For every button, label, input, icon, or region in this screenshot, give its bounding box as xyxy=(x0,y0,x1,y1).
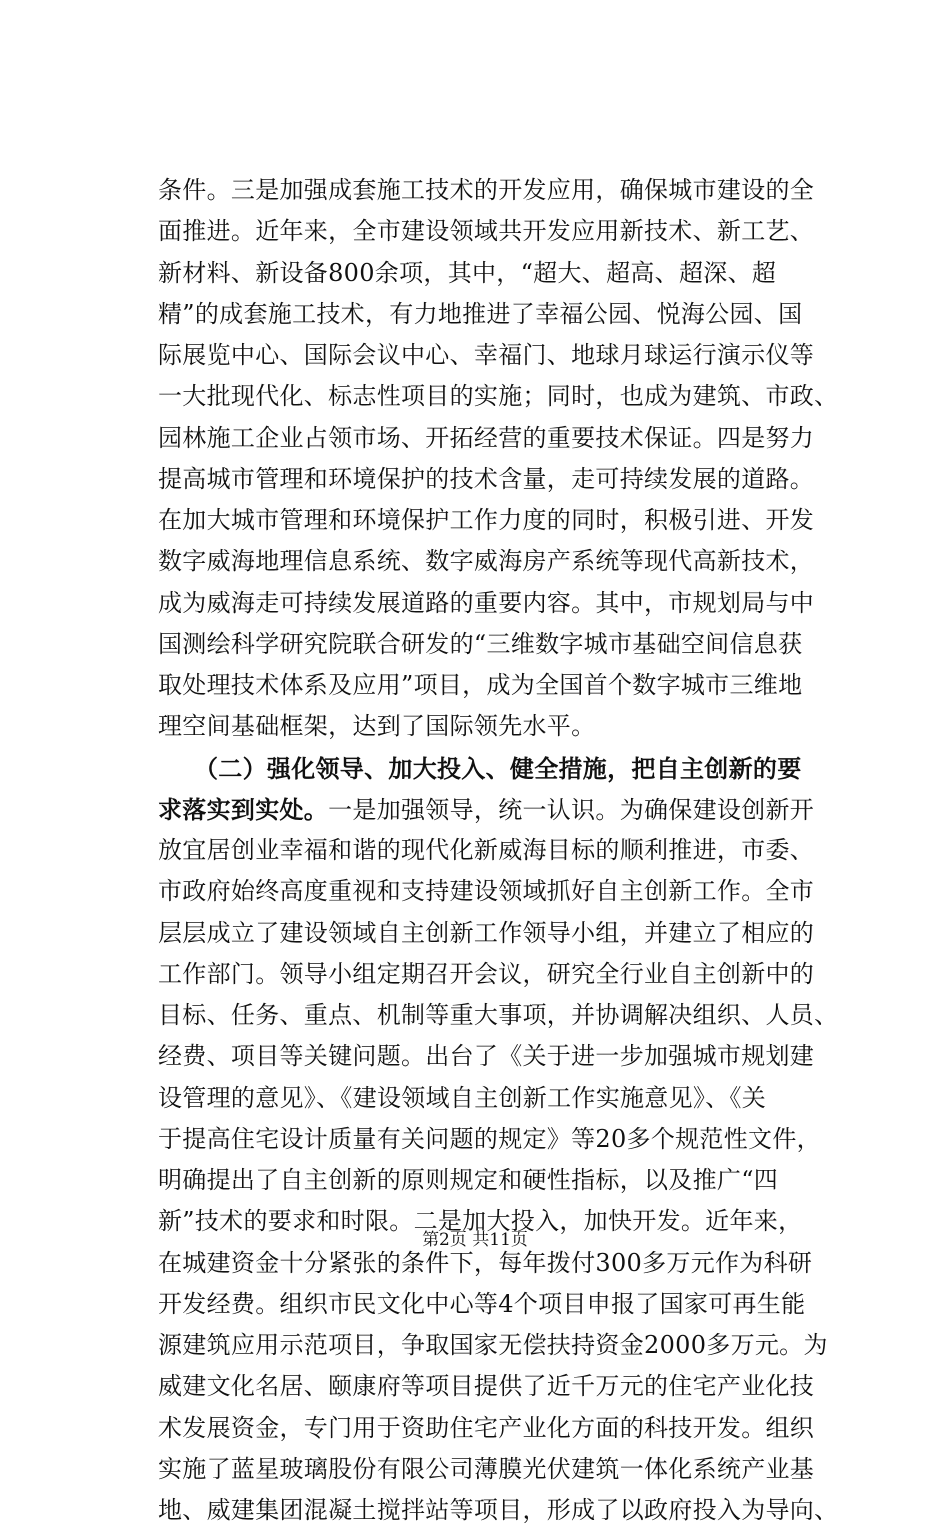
text-line: 一大批现代化、标志性项目的实施；同时，也成为建筑、市政、 xyxy=(158,376,858,417)
text-line: 数字威海地理信息系统、数字威海房产系统等现代高新技术， xyxy=(158,541,858,582)
text-line: 园林施工企业占领市场、开拓经营的重要技术保证。四是努力 xyxy=(158,418,858,459)
text-line: 新材料、新设备800余项，其中，“超大、超高、超深、超 xyxy=(158,253,858,294)
text-line: 开发经费。组织市民文化中心等4个项目申报了国家可再生能 xyxy=(158,1284,858,1325)
text-line: 设管理的意见》、《建设领域自主创新工作实施意见》、《关 xyxy=(158,1078,858,1119)
text-line: 于提高住宅设计质量有关问题的规定》等20多个规范性文件， xyxy=(158,1119,858,1160)
text-line: 际展览中心、国际会议中心、幸福门、地球月球运行演示仪等 xyxy=(158,335,858,376)
text-line: 国测绘科学研究院联合研发的“三维数字城市基础空间信息获 xyxy=(158,624,858,665)
text-line: 目标、任务、重点、机制等重大事项，并协调解决组织、人员、 xyxy=(158,995,858,1036)
page-number: 第2页 共11页 xyxy=(422,1230,528,1250)
page-footer xyxy=(0,1230,950,1250)
text-line: 术发展资金，专门用于资助住宅产业化方面的科技开发。组织 xyxy=(158,1408,858,1449)
text-line xyxy=(158,789,858,830)
text-line: 在城建资金十分紧张的条件下，每年拨付300多万元作为科研 xyxy=(158,1243,858,1284)
section-heading: （二）强化领导、加大投入、健全措施，把自主创新的要 xyxy=(158,748,858,789)
text-line: 新”技术的要求和时限。二是加大投入，加快开发。近年来， xyxy=(158,1201,858,1242)
text-line: 市政府始终高度重视和支持建设领域抓好自主创新工作。全市 xyxy=(158,871,858,912)
text-line: 取处理技术体系及应用”项目，成为全国首个数字城市三维地 xyxy=(158,665,858,706)
document-body xyxy=(158,170,858,1531)
text-line: 威建文化名居、颐康府等项目提供了近千万元的住宅产业化技 xyxy=(158,1366,858,1407)
text-line: 明确提出了自主创新的原则规定和硬性指标，以及推广“四 xyxy=(158,1160,858,1201)
text-line: 地、威建集团混凝土搅拌站等项目，形成了以政府投入为导向、 xyxy=(158,1490,858,1531)
text-line: 工作部门。领导小组定期召开会议，研究全行业自主创新中的 xyxy=(158,954,858,995)
text-line: 层层成立了建设领域自主创新工作领导小组，并建立了相应的 xyxy=(158,913,858,954)
text-line: 放宜居创业幸福和谐的现代化新威海目标的顺利推进，市委、 xyxy=(158,830,858,871)
section-heading-continuation: 求落实到实处。 xyxy=(158,795,328,824)
text-line: 理空间基础框架，达到了国际领先水平。 xyxy=(158,706,858,747)
text-line: 提高城市管理和环境保护的技术含量，走可持续发展的道路。 xyxy=(158,459,858,500)
text-line: 精”的成套施工技术，有力地推进了幸福公园、悦海公园、国 xyxy=(158,294,858,335)
text-line: 经费、项目等关键问题。出台了《关于进一步加强城市规划建 xyxy=(158,1036,858,1077)
text-line: 条件。三是加强成套施工技术的开发应用，确保城市建设的全 xyxy=(158,170,858,211)
text-line: 实施了蓝星玻璃股份有限公司薄膜光伏建筑一体化系统产业基 xyxy=(158,1449,858,1490)
text-line: 在加大城市管理和环境保护工作力度的同时，积极引进、开发 xyxy=(158,500,858,541)
text-line: 面推进。近年来，全市建设领域共开发应用新技术、新工艺、 xyxy=(158,211,858,252)
text-line: 成为威海走可持续发展道路的重要内容。其中，市规划局与中 xyxy=(158,583,858,624)
paragraph-2 xyxy=(158,748,858,1531)
paragraph-1 xyxy=(158,170,858,748)
text-segment: 一是加强领导，统一认识。为确保建设创新开 xyxy=(328,796,814,824)
text-line: 源建筑应用示范项目，争取国家无偿扶持资金2000多万元。为 xyxy=(158,1325,858,1366)
